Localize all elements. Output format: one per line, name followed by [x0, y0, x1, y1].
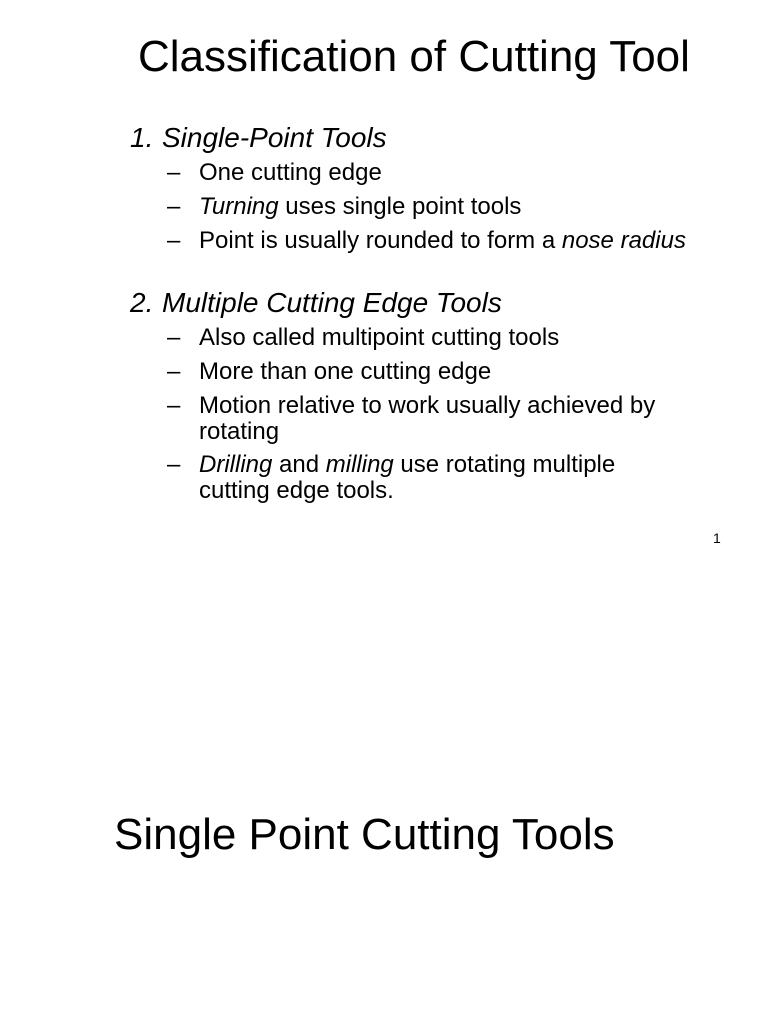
dash-marker: –: [167, 193, 181, 220]
dash-marker: –: [167, 159, 181, 186]
bullet-item: [167, 452, 687, 504]
dash-marker: –: [167, 227, 181, 254]
dash-marker: –: [167, 358, 181, 385]
section-number: 1.: [130, 122, 154, 153]
slide-title: Classification of Cutting Tool: [138, 32, 690, 81]
bullet-text: Motion relative to work usually achieved by rotating: [199, 392, 656, 445]
dash-marker: –: [167, 451, 181, 478]
bullet-item: [167, 228, 687, 254]
slide-title-2: Single Point Cutting Tools: [114, 810, 615, 859]
dash-marker: –: [167, 392, 181, 419]
bullet-item: [167, 359, 737, 385]
bullet-text: Turning uses single point tools: [199, 193, 522, 220]
bullet-item: [167, 393, 737, 445]
page-number: 1: [713, 530, 721, 546]
section-heading-text: Multiple Cutting Edge Tools: [162, 287, 502, 318]
section-heading-text: Single-Point Tools: [162, 122, 387, 153]
bullet-item: [167, 325, 737, 351]
bullet-item: [167, 160, 737, 186]
section-heading-single-point: [130, 122, 387, 154]
bullet-text: More than one cutting edge: [199, 358, 492, 385]
bullet-item: [167, 194, 737, 220]
bullet-text: Point is usually rounded to form a nose radius: [199, 227, 686, 254]
bullet-text: One cutting edge: [199, 159, 382, 186]
section-heading-multiple-edge: [130, 287, 502, 319]
bullet-text: Also called multipoint cutting tools: [199, 324, 560, 351]
section-number: 2.: [130, 287, 154, 318]
bullet-text: Drilling and milling use rotating multiple cutting edge tools.: [199, 451, 616, 504]
dash-marker: –: [167, 324, 181, 351]
